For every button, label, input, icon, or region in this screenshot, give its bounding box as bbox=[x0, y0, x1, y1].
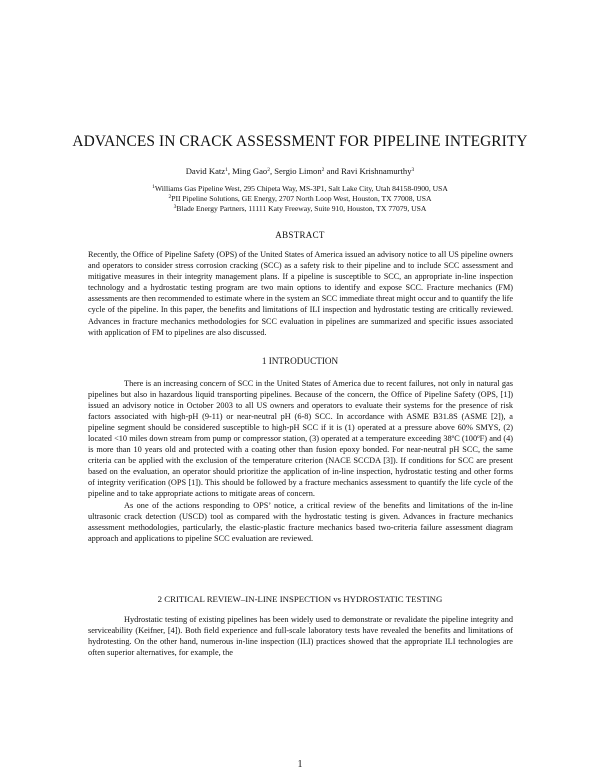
separator: , bbox=[227, 166, 233, 176]
page-number: 1 bbox=[297, 759, 303, 770]
affiliation-marker: 1 bbox=[225, 167, 228, 173]
section-body-introduction bbox=[88, 378, 513, 544]
author-list bbox=[0, 166, 600, 176]
affiliation-marker: 2 bbox=[267, 167, 270, 173]
paper-title: ADVANCES IN CRACK ASSESSMENT FOR PIPELINE INTEGRITY bbox=[72, 133, 528, 150]
affiliation-marker: 1 bbox=[152, 184, 155, 190]
affiliation-marker: 2 bbox=[321, 167, 325, 173]
section-body-critical-review bbox=[88, 614, 513, 658]
author-name: David Katz bbox=[185, 166, 226, 176]
affiliation-line bbox=[0, 194, 600, 204]
section-heading-introduction: 1 INTRODUCTION bbox=[261, 356, 339, 366]
affiliation-text: PII Pipeline Solutions, GE Energy, 2707 North Loop West, Houston, TX 77008, USA bbox=[171, 194, 432, 204]
section-heading-critical-review: 2 CRITICAL REVIEW–IN-LINE INSPECTION vs HYDROSTATIC TESTING bbox=[157, 594, 443, 604]
author-name: Ravi Krishnamurthy bbox=[341, 166, 412, 176]
paragraph: As one of the actions responding to OPS’ notice, a critical review of the benefits and limitations of the in-line ultrasonic crack detection (USCD) tool as compared with the hydrostatic testing is given. Advances in fracture mechanics assessment methodologies, particularly, the elastic-plastic fracture mechanics based two-criteria failure assessment diagram approach and applications to pipeline SCC evaluation are reviewed. bbox=[88, 500, 513, 543]
abstract-heading: ABSTRACT bbox=[275, 230, 325, 240]
author-name: Ming Gao bbox=[232, 166, 268, 176]
paragraph: There is an increasing concern of SCC in the United States of America due to recent failures, not only in natural gas pipelines but also in hazardous liquid transporting pipelines. Because of the concern, the Office of Pipeline Safety (OPS, [1]) issued an advisory notice in October 2003 to all US owners and operators to evaluate their systems for the presence of risk factors associated with high-pH (9-11) or near-neutral pH (6-8) SCC. In accordance with ASME B31.8S (ASME [2]), a pipeline segment should be considered susceptible to high-pH SCC if it is (1) operated at a pressure above 60% SMYS, (2) located <10 miles down stream from pump or compressor station, (3) operated at a temperature exceeding 38ºC (100ºF) and (4) is more than 10 years old and protected with a coating other than fusion epoxy bonded. For near-neutral pH SCC, the same criteria can be applied with the exclusion of the temperature criterion (NACE SCCDA [3]). If conditions for SCC are present based on the evaluation, an operator should prioritize the application of in-line inspection, hydrostatic testing and other forms of integrity verification (OPS [1]). This should be followed by a fracture mechanics assessment to quantify the life cycle of the pipeline and to take appropriate actions to mitigate areas of concern. bbox=[88, 379, 513, 499]
affiliation-marker: 3 bbox=[173, 204, 177, 211]
affiliation-text: Blade Energy Partners, 11111 Katy Freeway, Suite 910, Houston, TX 77079, USA bbox=[176, 204, 427, 214]
affiliation-list bbox=[0, 184, 600, 215]
affiliation-marker: 2 bbox=[168, 194, 172, 201]
paragraph: Hydrostatic testing of existing pipelines has been widely used to demonstrate or revalidate the pipeline integrity and serviceability (Keifner, [4]). Both field experience and full-scale laboratory tests have revealed the benefits and limitations of hydrotesting. On the other hand, numerous in-line inspection (ILI) practices showed that the appropriate ILI technologies are often superior alternatives, for example, the bbox=[88, 615, 513, 658]
abstract-text: Recently, the Office of Pipeline Safety (OPS) of the United States of America issued an advisory notice to all US pipeline owners and operators to consider stress corrosion cracking (SCC) as a safety risk to their pipeline and to include SCC assessment and mitigative measures in their integrity management plans. If a pipeline is susceptible to SCC, an appropriate in-line inspection technology and a hydrostatic testing program are two main options to identify and expose SCC. Fracture mechanics (FM) assessments are then recommended to estimate where in the system an SCC immediate threat might occur and to quantify the life cycle of the pipeline. In this paper, the benefits and limitations of ILI inspection and hydrostatic testing are critically reviewed. Advances in fracture mechanics methodologies for SCC evaluation in pipelines are summarized and specific issues associated with application of FM to pipelines are also discussed. bbox=[88, 250, 513, 337]
affiliation-line bbox=[0, 204, 600, 214]
separator: , bbox=[269, 166, 275, 176]
affiliation-line bbox=[0, 184, 600, 194]
author-name: Sergio Limon bbox=[274, 166, 322, 176]
separator: and bbox=[324, 166, 342, 176]
affiliation-text: Williams Gas Pipeline West, 295 Chipeta Way, MS-3P1, Salt Lake City, Utah 84158-0900, USA bbox=[154, 184, 448, 193]
affiliation-marker: 3 bbox=[411, 167, 415, 173]
